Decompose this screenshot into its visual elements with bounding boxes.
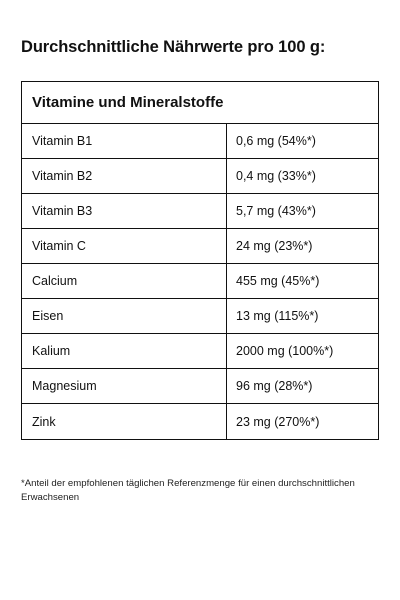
nutrient-name: Kalium [22, 334, 227, 368]
nutrient-value: 0,6 mg (54%*) [236, 134, 316, 148]
nutrient-name: Vitamin B2 [22, 159, 227, 193]
table-row [22, 229, 378, 264]
nutrient-value: 24 mg (23%*) [236, 239, 313, 253]
nutrient-name: Vitamin B3 [22, 194, 227, 228]
nutrient-value: 23 mg (270%*) [236, 414, 320, 429]
nutrient-value: 13 mg (115%*) [236, 309, 319, 323]
table-row [22, 194, 378, 229]
nutrient-value: 0,4 mg (33%*) [236, 169, 316, 183]
nutrient-name: Eisen [22, 299, 227, 333]
nutrient-name: Magnesium [22, 369, 227, 403]
nutrient-value: 455 mg (45%*) [236, 274, 320, 288]
table-row [22, 124, 378, 159]
table-row [22, 264, 378, 299]
nutrient-value: 5,7 mg (43%*) [236, 204, 316, 218]
table-row [22, 159, 378, 194]
table-row [22, 404, 378, 439]
table-row [22, 299, 378, 334]
page-title: Durchschnittliche Nährwerte pro 100 g: [21, 38, 326, 56]
nutrient-name: Vitamin B1 [22, 124, 227, 158]
nutrient-name: Calcium [22, 264, 227, 298]
table-row [22, 369, 378, 404]
footnote: *Anteil der empfohlenen täglichen Referenzmenge für einen durchschnittlichen Erwachsenen [21, 478, 355, 503]
nutrient-value: 96 mg (28%*) [236, 379, 313, 393]
nutrient-name: Vitamin C [22, 229, 227, 263]
table-row [22, 334, 378, 369]
nutrient-name: Zink [22, 404, 227, 439]
nutrient-value: 2000 mg (100%*) [236, 344, 334, 358]
nutrition-table [21, 81, 379, 440]
table-header: Vitamine und Mineralstoffe [22, 82, 378, 124]
